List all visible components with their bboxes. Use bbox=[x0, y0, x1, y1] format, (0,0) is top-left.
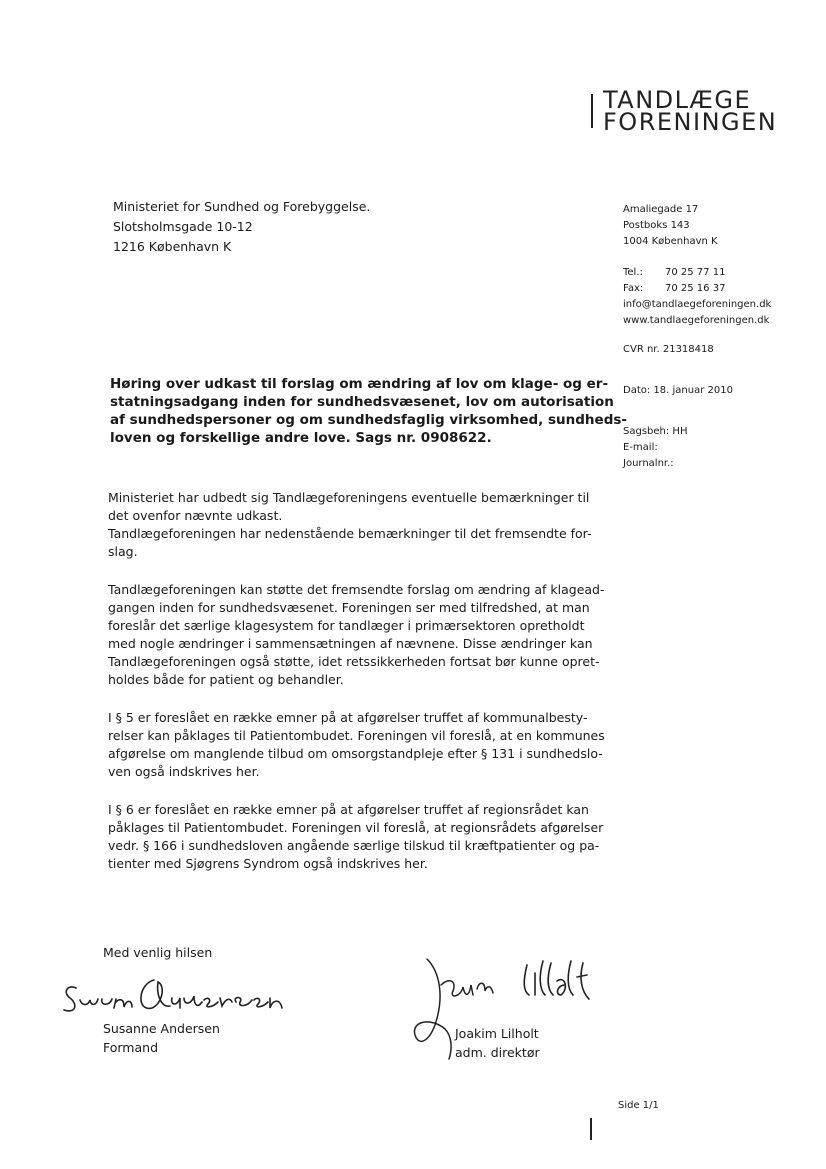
text-line: slag. bbox=[108, 544, 138, 559]
paragraph-2 bbox=[108, 581, 605, 689]
subject-line-4: loven og forskellige andre love. Sags nr. 0908622. bbox=[110, 430, 492, 446]
recipient-line-1: Ministeriet for Sundhed og Forebyggelse. bbox=[113, 199, 371, 214]
web-link[interactable]: www.tandlaegeforeningen.dk bbox=[623, 315, 770, 326]
text-line: foreslår det særlige klagesystem for tandlæger i primærsektoren opretholdt bbox=[108, 618, 585, 633]
text-line: Tandlægeforeningen kan støtte det fremsendte forslag om ændring af klagead- bbox=[108, 582, 605, 597]
text-line: ven også indskrives her. bbox=[108, 764, 260, 779]
fax-value: 70 25 16 37 bbox=[665, 283, 726, 294]
text-line: holdes både for patient og behandler. bbox=[108, 672, 344, 687]
text-line: med nogle ændringer i sammensætningen af nævnene. Disse ændringer kan bbox=[108, 636, 593, 651]
subject-heading bbox=[110, 375, 628, 447]
logo-line-2: FORENINGEN bbox=[603, 108, 778, 136]
logo-bar bbox=[591, 94, 593, 128]
text-line: tienter med Sjøgrens Syndrom også indskrives her. bbox=[108, 856, 428, 871]
paragraph-4 bbox=[108, 801, 604, 873]
text-line: Tandlægeforeningen har nedenstående bemærkninger til det fremsendte for- bbox=[108, 526, 592, 541]
text-line: Ministeriet har udbedt sig Tandlægeforeningens eventuelle bemærkninger til bbox=[108, 490, 590, 505]
letter-date: Dato: 18. januar 2010 bbox=[623, 385, 733, 396]
text-line: vedr. § 166 i sundhedsloven angående særlige tilskud til kræftpatienter og pa- bbox=[108, 838, 600, 853]
recipient-line-3: 1216 København K bbox=[113, 239, 232, 254]
signature-susanne-andersen bbox=[58, 966, 298, 1026]
text-line: I § 6 er foreslået en række emner på at afgørelser truffet af regionsrådet kan bbox=[108, 802, 589, 817]
text-line: relser kan påklages til Patientombudet. Foreningen vil foreslå, at en kommunes bbox=[108, 728, 605, 743]
text-line: afgørelse om manglende tilbud om omsorgstandpleje efter § 131 i sundhedslo- bbox=[108, 746, 603, 761]
paragraph-1 bbox=[108, 489, 592, 561]
subject-line-2: statningsadgang inden for sundhedsvæsenet, lov om autorisation bbox=[110, 394, 614, 410]
signatory-2-block bbox=[455, 1024, 540, 1062]
signatory-2-name: Joakim Lilholt bbox=[455, 1026, 539, 1041]
tel-row bbox=[623, 265, 771, 281]
signatory-2-title: adm. direktør bbox=[455, 1045, 540, 1060]
page-number: Side 1/1 bbox=[618, 1100, 659, 1111]
email-link[interactable]: info@tandlaegeforeningen.dk bbox=[623, 299, 772, 310]
tel-label: Tel.: bbox=[623, 267, 643, 278]
case-handler: Sagsbeh: HH bbox=[623, 426, 688, 437]
subject-line-3: af sundhedspersoner og om sundhedsfaglig virksomhed, sundheds- bbox=[110, 412, 628, 428]
paragraph-3 bbox=[108, 709, 605, 781]
fax-label: Fax: bbox=[623, 283, 644, 294]
fax-row bbox=[623, 281, 771, 297]
recipient-line-2: Slotsholmsgade 10-12 bbox=[113, 219, 253, 234]
tel-value: 70 25 77 11 bbox=[665, 267, 726, 278]
text-line: påklages til Patientombudet. Foreningen vil foreslå, at regionsrådets afgørelser bbox=[108, 820, 604, 835]
signatory-1-block bbox=[103, 1019, 220, 1057]
text-line: Tandlægeforeningen også støtte, idet retssikkerheden fortsat bør kunne opret- bbox=[108, 654, 600, 669]
text-line: det ovenfor nævnte udkast. bbox=[108, 508, 283, 523]
sender-address-1: Amaliegade 17 bbox=[623, 204, 699, 215]
case-journal: Journalnr.: bbox=[623, 458, 674, 469]
text-line: gangen inden for sundhedsvæsenet. Foreningen ser med tilfredshed, at man bbox=[108, 600, 590, 615]
footer-bar bbox=[590, 1118, 592, 1140]
case-info bbox=[623, 424, 687, 472]
cvr-number: CVR nr. 21318418 bbox=[623, 344, 714, 355]
sender-address-2: Postboks 143 bbox=[623, 220, 690, 231]
recipient-address bbox=[113, 197, 370, 257]
signatory-1-title: Formand bbox=[103, 1040, 159, 1055]
sender-address bbox=[623, 202, 718, 250]
case-email-label: E-mail: bbox=[623, 442, 658, 453]
sender-contact bbox=[623, 265, 771, 329]
closing-greeting: Med venlig hilsen bbox=[103, 945, 213, 960]
sender-address-3: 1004 København K bbox=[623, 236, 718, 247]
logo-line-1: TANDLÆGE bbox=[603, 86, 752, 114]
text-line: I § 5 er foreslået en række emner på at afgørelser truffet af kommunalbesty- bbox=[108, 710, 588, 725]
signatory-1-name: Susanne Andersen bbox=[103, 1021, 220, 1036]
subject-line-1: Høring over udkast til forslag om ændring af lov om klage- og er- bbox=[110, 376, 609, 392]
